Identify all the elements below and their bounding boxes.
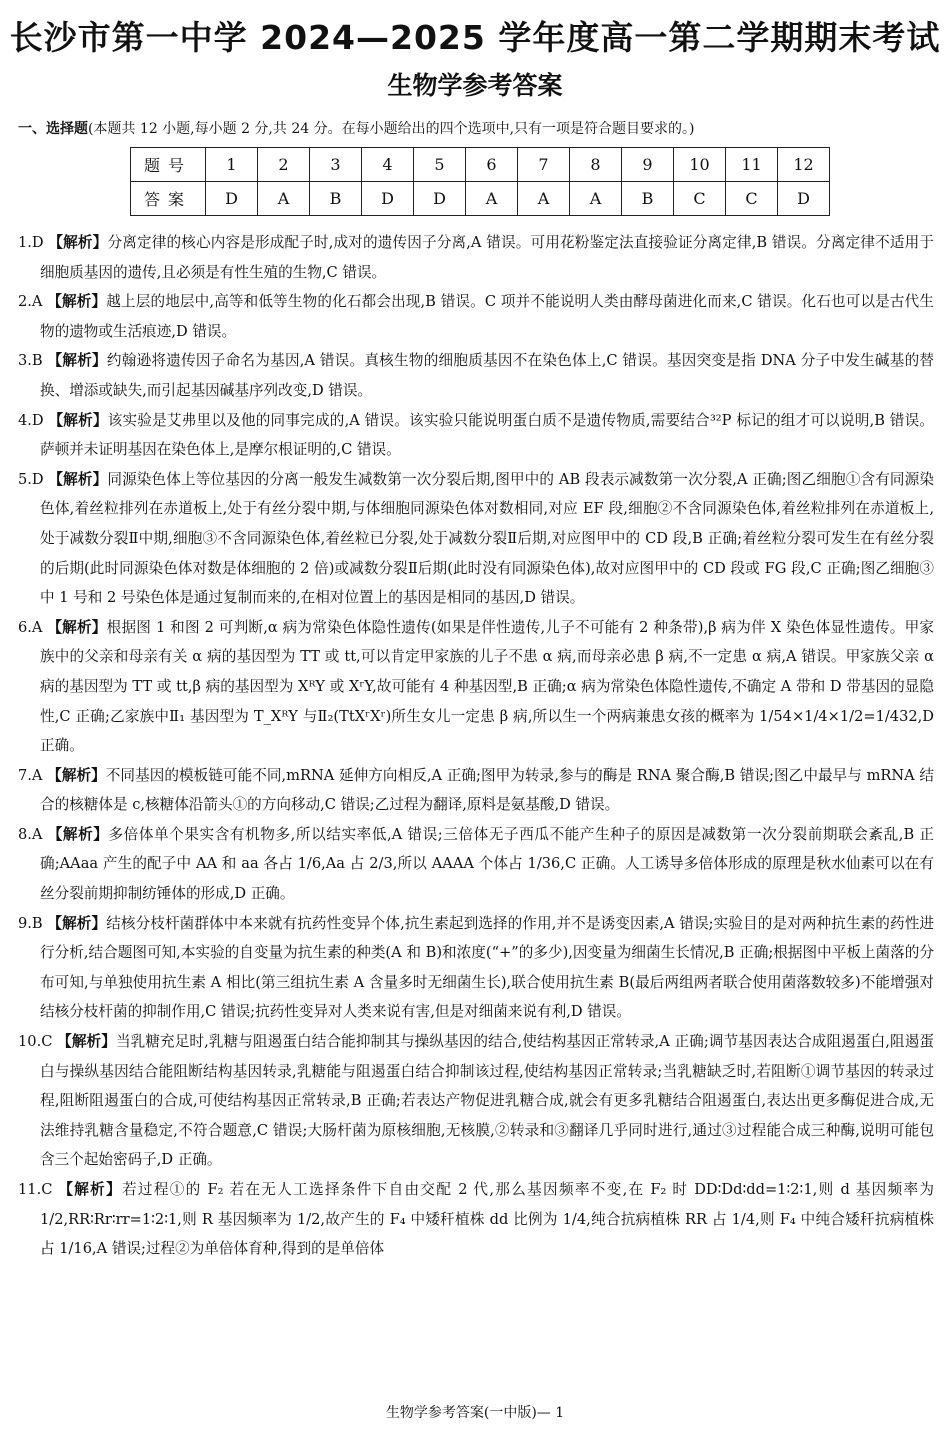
explanation-item — [18, 820, 934, 909]
item-number: 9.B — [18, 914, 43, 932]
answer-cell: B — [622, 182, 674, 216]
answer-table-number-row — [131, 148, 830, 182]
question-number: 9 — [622, 148, 674, 182]
analysis-tag: 【解析】 — [48, 234, 108, 251]
explanation-item — [18, 909, 934, 1027]
question-number: 12 — [778, 148, 830, 182]
analysis-tag: 【解析】 — [48, 470, 108, 488]
question-number: 5 — [414, 148, 466, 182]
explanation-item — [18, 761, 934, 820]
page-title: 长沙市第一中学 2024—2025 学年度高一第二学期期末考试 — [9, 18, 941, 57]
page-footer: 生物学参考答案(一中版)— 1 — [385, 1405, 565, 1421]
answer-cell: A — [258, 182, 310, 216]
answer-cell: D — [206, 182, 258, 216]
analysis-tag: 【解析】 — [47, 352, 107, 370]
item-number: 3.B — [18, 352, 43, 370]
item-number: 5.D — [18, 470, 44, 488]
answer-cell: C — [674, 182, 726, 216]
answer-cell: A — [518, 182, 570, 216]
answer-table — [130, 147, 830, 216]
item-text: 根据图 1 和图 2 可判断,α 病为常染色体隐性遗传(如果是伴性遗传,儿子不可能有 2 种条带),β 病为伴 X 染色体显性遗传。甲家族中的父亲和母亲有关 α 病的基因型为 TT 或 tt,可以肯定甲家族的儿子不患 α 病,而母亲必患 β 病,不一定患 α 病,A 错误。甲家族父亲 α 病的基因型为 TT 或 tt,β 病的基因型为 XᴿY 或 XʳY,故可能有 4 种基因型,B 正确;α 病为常染色体隐性遗传,不确定 A 带和 D 带基因的显隐性,C 正确;乙家族中Ⅱ₁ 基因型为 T_XᴿY 与Ⅱ₂(TtXʳXʳ)所生女儿一定患 β 病,所以生一个两病兼患女孩的概率为 1/54×1/4×1/2=1/432,D 正确。 — [40, 618, 935, 755]
explanation-item — [18, 346, 934, 405]
explanation-item — [18, 406, 934, 465]
item-number: 1.D — [18, 234, 44, 251]
answer-cell: A — [466, 182, 518, 216]
answer-cell: D — [362, 182, 414, 216]
answer-cell: B — [310, 182, 362, 216]
item-number: 7.A — [18, 766, 43, 784]
item-text: 该实验是艾弗里以及他的同事完成的,A 错误。该实验只能说明蛋白质不是遗传物质,需要结合³²P 标记的组才可以说明,B 错误。萨顿并未证明基因在染色体上,是摩尔根证明的,C 错误。 — [40, 411, 934, 459]
item-text: 约翰逊将遗传因子命名为基因,A 错误。真核生物的细胞质基因不在染色体上,C 错误。基因突变是指 DNA 分子中发生碱基的替换、增添或缺失,而引起基因碱基序列改变,D 错误。 — [40, 352, 934, 399]
question-number: 3 — [310, 148, 362, 182]
explanation-item — [18, 465, 934, 613]
analysis-tag: 【解析】 — [47, 766, 106, 784]
page-subtitle: 生物学参考答案 — [387, 71, 563, 100]
question-number: 6 — [466, 148, 518, 182]
explanation-item — [18, 613, 934, 761]
item-text: 若过程①的 F₂ 若在无人工选择条件下自由交配 2 代,那么基因频率不变,在 F₂ 时 DD∶Dd∶dd=1∶2∶1,则 d 基因频率为 1/2,RR∶Rr∶rr=1∶2∶1,则 R 基因频率为 1/2,故产生的 F₄ 中矮秆植株 dd 比例为 1/4,纯合抗病植株 RR 占 1/4,则 F₄ 中纯合矮秆抗病植株占 1/16,A 错误;过程②为单倍体育种,得到的是单倍体 — [40, 1181, 934, 1258]
row-label-answers: 答案 — [131, 182, 206, 216]
question-number: 2 — [258, 148, 310, 182]
answer-table-answer-row — [131, 182, 830, 216]
question-number: 1 — [206, 148, 258, 182]
analysis-tag: 【解析】 — [57, 1033, 116, 1051]
item-number: 4.D — [18, 411, 44, 429]
item-text: 当乳糖充足时,乳糖与阻遏蛋白结合能抑制其与操纵基因的结合,使结构基因正常转录,A 正确;调节基因表达合成阻遏蛋白,阻遏蛋白与操纵基因结合能阻断结构基因转录,乳糖能与阻遏蛋白结合抑制该过程,使结构基因正常转录;当乳糖缺乏时,若阻断①调节基因的转录过程,阻断阻遏蛋白的合成,可使结构基因正常转录,B 正确;若表达产物促进乳糖合成,就会有更多乳糖结合阻遏蛋白,表达出更多酶促进合成,无法维持乳糖含量稳定,不符合题意,C 错误;大肠杆菌为原核细胞,无核膜,②转录和③翻译几乎同时进行,通过③过程能合成三种酶,说明可能包含三个起始密码子,D 正确。 — [40, 1033, 934, 1169]
explanation-item — [18, 228, 934, 287]
analysis-tag: 【解析】 — [47, 914, 107, 932]
section-header — [18, 118, 938, 138]
explanation-list — [18, 228, 934, 1264]
item-text: 分离定律的核心内容是形成配子时,成对的遗传因子分离,A 错误。可用花粉鉴定法直接验证分离定律,B 错误。分离定律不适用于细胞质基因的遗传,且必须是有性生殖的生物,C 错误。 — [40, 234, 934, 281]
item-text: 同源染色体上等位基因的分离一般发生减数第一次分裂后期,图甲中的 AB 段表示减数第一次分裂,A 正确;图乙细胞①含有同源染色体,着丝粒排列在赤道板上,处于有丝分裂中期,与体细胞同源染色体对数相同,对应 EF 段,细胞②不含同源染色体,着丝粒排列在赤道板上,处于减数分裂Ⅱ中期,细胞③不含同源染色体,着丝粒已分裂,处于减数分裂Ⅱ后期,对应图甲中的 CD 段,B 正确;着丝粒分裂可发生在有丝分裂的后期(此时同源染色体对数是体细胞的 2 倍)或减数分裂Ⅱ后期(此时没有同源染色体),故对应图甲中的 CD 段或 FG 段,C 正确;图乙细胞③中 1 号和 2 号染色体是通过复制而来的,在相对位置上的基因是相同的基因,D 错误。 — [40, 470, 934, 607]
question-number: 10 — [674, 148, 726, 182]
section-title: 一、选择题 — [18, 121, 88, 137]
answer-cell: A — [570, 182, 622, 216]
analysis-tag: 【解析】 — [58, 1181, 123, 1198]
row-label-numbers: 题号 — [131, 148, 206, 182]
analysis-tag: 【解析】 — [47, 618, 107, 636]
item-number: 8.A — [18, 825, 43, 843]
explanation-item — [18, 287, 934, 346]
item-number: 2.A — [18, 293, 43, 311]
answer-cell: D — [414, 182, 466, 216]
item-number: 10.C — [18, 1033, 53, 1051]
analysis-tag: 【解析】 — [47, 825, 109, 843]
analysis-tag: 【解析】 — [47, 293, 107, 311]
analysis-tag: 【解析】 — [48, 411, 108, 429]
item-text: 不同基因的模板链可能不同,mRNA 延伸方向相反,A 正确;图甲为转录,参与的酶是 RNA 聚合酶,B 错误;图乙中最早与 mRNA 结合的核糖体是 c,核糖体沿箭头①的方向移动,C 错误;乙过程为翻译,原料是氨基酸,D 错误。 — [40, 766, 935, 814]
answer-cell: D — [778, 182, 830, 216]
section-instructions: (本题共 12 小题,每小题 2 分,共 24 分。在每小题给出的四个选项中,只有一项是符合题目要求的。) — [88, 121, 695, 137]
answer-cell: C — [726, 182, 778, 216]
question-number: 11 — [726, 148, 778, 182]
question-number: 8 — [570, 148, 622, 182]
item-number: 6.A — [18, 618, 43, 636]
item-text: 越上层的地层中,高等和低等生物的化石都会出现,B 错误。C 项并不能说明人类由酵母菌进化而来,C 错误。化石也可以是古代生物的遗物或生活痕迹,D 错误。 — [40, 293, 934, 340]
item-text: 多倍体单个果实含有机物多,所以结实率低,A 错误;三倍体无子西瓜不能产生种子的原因是减数第一次分裂前期联会紊乱,B 正确;AAaa 产生的配子中 AA 和 aa 各占 1/6,Aa 占 2/3,所以 AAAA 个体占 1/36,C 正确。人工诱导多倍体形成的原理是秋水仙素可以在有丝分裂前期抑制纺锤体的形成,D 正确。 — [40, 825, 934, 903]
explanation-item — [18, 1175, 934, 1264]
item-text: 结核分枝杆菌群体中本来就有抗药性变异个体,抗生素起到选择的作用,并不是诱变因素,A 错误;实验目的是对两种抗生素的药性进行分析,结合题图可知,本实验的自变量为抗生素的种类(A 和 B)和浓度(“+”的多少),因变量为细菌生长情况,B 正确;根据图中平板上菌落的分布可知,与单独使用抗生素 A 相比(第三组抗生素 A 含量多时无细菌生长),联合使用抗生素 B(最后两组两者联合使用菌落数较多)不能增强对结核分枝杆菌的抑制作用,C 错误;抗药性变异对人类来说有害,但是对细菌来说有利,D 错误。 — [40, 914, 934, 1021]
explanation-item — [18, 1027, 934, 1175]
item-number: 11.C — [18, 1181, 53, 1198]
question-number: 7 — [518, 148, 570, 182]
question-number: 4 — [362, 148, 414, 182]
